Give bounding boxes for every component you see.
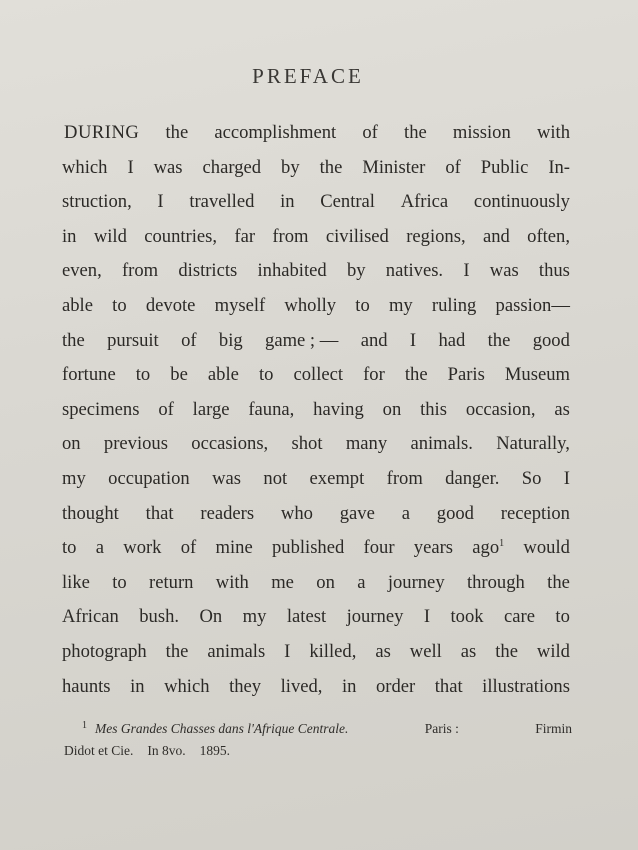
word: mine [215, 537, 253, 559]
word: in [280, 191, 295, 213]
word: as [460, 640, 477, 662]
word: for [363, 364, 385, 386]
text-line [62, 254, 570, 289]
word: and [360, 329, 388, 351]
footnote-place: Paris : [424, 721, 459, 736]
word: continuously [473, 191, 570, 213]
word: from [121, 260, 159, 282]
word: gave [339, 502, 375, 524]
word: my [62, 467, 86, 489]
word: of [362, 122, 378, 143]
word: Naturally, [496, 433, 570, 455]
footnote-line-1 [64, 718, 572, 740]
word: return [149, 571, 194, 593]
word: took [450, 606, 484, 628]
word: they [229, 675, 262, 697]
word: wild [93, 225, 127, 247]
word: to [258, 364, 274, 386]
word: occupation [108, 467, 190, 489]
word: danger. [445, 467, 500, 489]
footnote-year: 1895. [199, 743, 230, 758]
word: regions, [406, 225, 466, 247]
text-line [62, 151, 570, 186]
text-line [62, 566, 570, 601]
word: would [523, 537, 570, 559]
footnote-publisher-b: Didot et Cie. [64, 743, 134, 758]
word: far [234, 225, 256, 247]
word: mission [452, 122, 511, 143]
word: able [207, 364, 239, 386]
footnote-book-title: Mes Grandes Chasses dans l'Afrique Centrale. [95, 721, 349, 736]
word: often, [527, 225, 570, 247]
word: which [62, 156, 108, 178]
word: animals [207, 640, 266, 662]
word: Public [480, 156, 529, 178]
word: my [242, 606, 267, 628]
text-line [62, 427, 570, 462]
word: was [212, 467, 242, 489]
word: in [62, 225, 77, 247]
word: many [345, 433, 388, 455]
opening-small-caps: URING [77, 122, 140, 143]
word: Minister [362, 156, 426, 178]
preface-body [62, 116, 570, 704]
text-line [62, 531, 570, 566]
word: myself [214, 294, 266, 316]
word: bush. [139, 606, 180, 628]
word: as [375, 640, 391, 662]
word: large [192, 398, 230, 420]
word: was [489, 260, 519, 282]
word: In- [548, 156, 570, 178]
word: specimens [62, 398, 140, 420]
word: journey [346, 606, 404, 628]
word: that [434, 675, 463, 697]
word: fortune [62, 364, 116, 386]
word: by [281, 156, 300, 178]
word: shot [291, 433, 323, 455]
word: care [504, 606, 535, 628]
word: the [319, 156, 343, 178]
word: on [316, 571, 335, 593]
text-line [62, 220, 570, 255]
word: like [62, 571, 90, 593]
word: On [199, 606, 223, 628]
word: that [145, 502, 174, 524]
word: exempt [309, 467, 365, 489]
text-line [62, 462, 570, 497]
word: African [62, 606, 119, 628]
text-line [62, 289, 570, 324]
word: lived, [280, 675, 323, 697]
word: to [555, 606, 570, 628]
word: even, [62, 260, 102, 282]
word: with [536, 122, 570, 143]
word: devote [145, 294, 196, 316]
word: haunts [62, 675, 111, 697]
word: I [423, 606, 431, 628]
word: I [409, 329, 417, 351]
word: Central [320, 191, 375, 213]
word: thus [538, 260, 570, 282]
word: the [495, 640, 518, 662]
word: through [466, 571, 525, 593]
word: the [165, 640, 189, 662]
word: journey [387, 571, 445, 593]
word: game ; — [265, 329, 339, 351]
word: readers [200, 502, 255, 524]
word: from [386, 467, 423, 489]
word: I [157, 191, 164, 213]
word: civilised [325, 225, 389, 247]
word: be [170, 364, 188, 386]
word: and [482, 225, 510, 247]
word: Africa [400, 191, 449, 213]
word: on [382, 398, 402, 420]
word: fauna, [248, 398, 295, 420]
word: my [388, 294, 413, 316]
opening-capital: D [64, 122, 78, 143]
word: had [438, 329, 466, 351]
footnote-format: In 8vo. [147, 743, 186, 758]
word: of [180, 537, 197, 559]
word: of [158, 398, 174, 420]
word: in [130, 675, 145, 697]
word: order [375, 675, 416, 697]
word: to [112, 571, 127, 593]
word: to [135, 364, 151, 386]
word: a [95, 537, 104, 559]
page-title: PREFACE [252, 64, 364, 88]
text-line [62, 600, 570, 635]
word: killed, [309, 640, 357, 662]
word: who [280, 502, 313, 524]
word: districts [178, 260, 238, 282]
word: I [563, 467, 570, 489]
word: a [357, 571, 366, 593]
word: passion— [495, 294, 570, 316]
word: years [413, 537, 454, 559]
word: I [284, 640, 291, 662]
word: good [532, 329, 570, 351]
word: animals. [410, 433, 473, 455]
word: the [62, 329, 85, 351]
word: was [153, 156, 183, 178]
word: travelled [189, 191, 255, 213]
word: not [263, 467, 288, 489]
word: well [409, 640, 442, 662]
footnote [64, 718, 572, 762]
word: the [404, 122, 427, 143]
word: from [272, 225, 309, 247]
word: to [112, 294, 127, 316]
word: ago [472, 537, 500, 559]
footnote-line-2 [64, 740, 572, 762]
word: I [127, 156, 134, 178]
word: on [62, 433, 81, 455]
text-line [62, 116, 570, 151]
word: latest [286, 606, 327, 628]
word: this [420, 398, 447, 420]
word: I [463, 260, 470, 282]
footnote-reference[interactable]: 1 [499, 537, 505, 549]
text-line [62, 670, 570, 705]
word: of [445, 156, 461, 178]
word: occasions, [191, 433, 269, 455]
word: in [341, 675, 357, 697]
word: the [487, 329, 511, 351]
word: big [218, 329, 243, 351]
word: work [123, 537, 162, 559]
word: previous [103, 433, 168, 455]
word: with [215, 571, 249, 593]
text-line [62, 635, 570, 670]
word: of [181, 329, 197, 351]
word: to [355, 294, 370, 316]
word: able [62, 294, 93, 316]
text-line [62, 324, 570, 359]
word: wild [536, 640, 570, 662]
word: having [313, 398, 364, 420]
text-line [62, 497, 570, 532]
word: struction, [62, 191, 132, 213]
word: charged [202, 156, 262, 178]
word: which [164, 675, 210, 697]
text-line [62, 393, 570, 428]
word: thought [62, 502, 119, 524]
word: good [436, 502, 474, 524]
opening-word [64, 116, 139, 151]
word-with-footnote-ref [472, 531, 504, 566]
word: as [554, 398, 570, 420]
footnote-publisher-a: Firmin [535, 721, 572, 736]
word: the [404, 364, 428, 386]
word: ruling [431, 294, 477, 316]
word: collect [293, 364, 344, 386]
text-line [62, 358, 570, 393]
word: wholly [284, 294, 337, 316]
word: to [62, 537, 77, 559]
word: inhabited [257, 260, 327, 282]
word: a [401, 502, 410, 524]
word: Paris [447, 364, 485, 386]
word: So [521, 467, 542, 489]
word: by [346, 260, 366, 282]
word: the [165, 122, 189, 143]
word: four [363, 537, 395, 559]
word: countries, [144, 225, 218, 247]
word: published [271, 537, 345, 559]
word: reception [500, 502, 570, 524]
word: photograph [62, 640, 147, 662]
word: natives. [385, 260, 444, 282]
word: me [271, 571, 294, 593]
word: illustrations [482, 675, 570, 697]
word: the [547, 571, 570, 593]
word: Museum [504, 364, 570, 386]
text-line [62, 185, 570, 220]
footnote-mark: 1 [82, 719, 87, 731]
word: pursuit [107, 329, 159, 351]
word: occasion, [465, 398, 536, 420]
word: accomplishment [214, 122, 337, 143]
